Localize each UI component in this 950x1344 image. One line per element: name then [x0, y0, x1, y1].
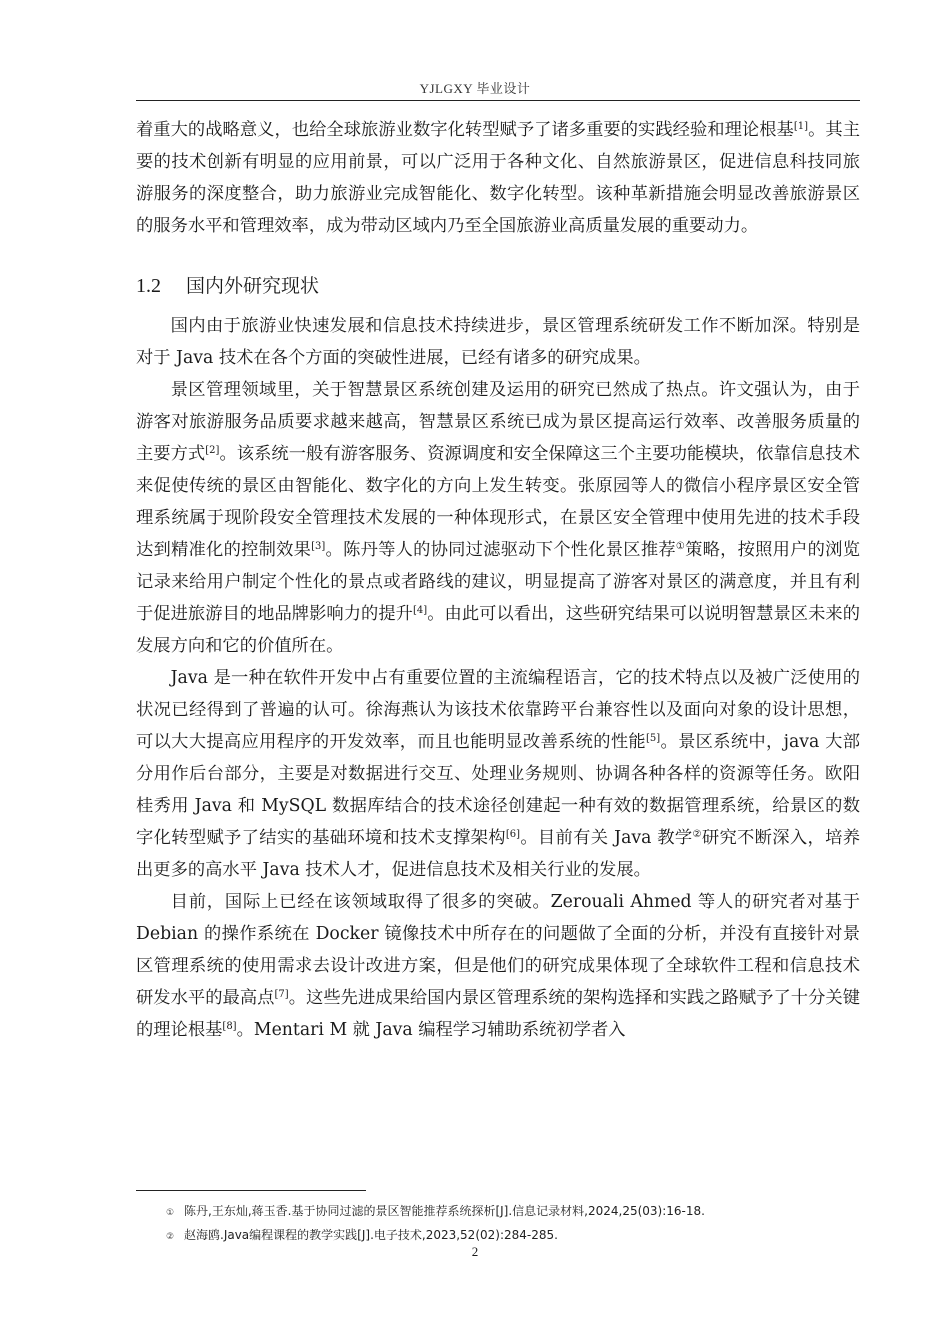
- footnote-mark: ①: [166, 1208, 175, 1218]
- citation-ref[interactable]: [5]: [646, 733, 661, 744]
- header-divider: [136, 100, 860, 101]
- paragraph-4-text: 。目前有关 Java 教学: [519, 828, 693, 848]
- paragraph-3-text: 。由此可以看出，这些研究结果可以说明智慧景区未来的发展方向和它的价值所在。: [136, 604, 860, 656]
- paragraph-3-text: 。该系统一般有游客服务、资源调度和安全保障这三个主要功能模块，依靠信息技术来促使传统的景区由智能化、数字化的方向上发生转变。张原园等人的微信小程序景区安全管理系统属于现阶段安全管理技术发展的一种体现形式，在景区安全管理中使用先进的技术手段达到精准化的控制效果: [136, 444, 860, 560]
- paragraph-3-text: 景区管理领域里，关于智慧景区系统创建及运用的研究已然成了热点。许文强认为，由于游客对旅游服务品质要求越来越高，智慧景区系统已成为景区提高运行效率、改善服务质量的主要方式: [136, 380, 860, 464]
- page-body: [136, 114, 860, 1046]
- paragraph-4-text: 研究不断深入，培养出更多的高水平 Java 技术人才，促进信息技术及相关行业的发展。: [136, 828, 860, 880]
- section-number: 1.2: [136, 275, 161, 297]
- footnote-divider: [136, 1190, 366, 1191]
- paragraph-1-text: 着重大的战略意义，也给全球旅游业数字化转型赋予了诸多重要的实践经验和理论根基: [136, 120, 794, 140]
- paragraph-3-text: 。陈丹等人的协同过滤驱动下个性化景区推荐: [325, 540, 676, 560]
- paragraph-4: [136, 662, 860, 886]
- page-number: 2: [471, 1244, 479, 1259]
- paragraph-2: 国内由于旅游业快速发展和信息技术持续进步，景区管理系统研发工作不断加深。特别是对于 Java 技术在各个方面的突破性进展，已经有诸多的研究成果。: [136, 316, 860, 368]
- paragraph-4-text: 。景区系统中，java 大部分用作后台部分，主要是对数据进行交互、处理业务规则、协调各种各样的资源等任务。欧阳桂秀用 Java 和 MySQL 数据库结合的技术途径创建起一种有效的数据管理系统，给景区的数字化转型赋予了结实的基础环境和技术支撑架构: [136, 732, 860, 848]
- page-header-title: YJLGXY 毕业设计: [419, 81, 531, 96]
- citation-ref[interactable]: [6]: [505, 829, 520, 840]
- paragraph-5-text: 目前，国际上已经在该领域取得了很多的突破。Zerouali Ahmed 等人的研究者对基于 Debian 的操作系统在 Docker 镜像技术中所存在的问题做了全面的分析，并没有直接针对景区管理系统的使用需求去设计改进方案，但是他们的研究成果体现了全球软件工程和信息技术研发水平的最高点: [136, 892, 860, 1008]
- citation-ref[interactable]: [7]: [274, 989, 289, 1000]
- footnote-text: 赵海鸥.Java编程课程的教学实践[J].电子技术,2023,52(02):284-285.: [184, 1228, 558, 1242]
- citation-ref[interactable]: [1]: [793, 121, 809, 132]
- paragraph-5: [136, 886, 860, 1046]
- citation-ref[interactable]: [2]: [205, 445, 220, 456]
- paragraph-5-text: 。Mentari M 就 Java 编程学习辅助系统初学者入: [236, 1020, 626, 1040]
- footnote-marker[interactable]: ②: [692, 829, 702, 840]
- paragraph-3-text: 策略，按照用户的浏览记录来给用户制定个性化的景点或者路线的建议，明显提高了游客对景区的满意度，并且有利于促进旅游目的地品牌影响力的提升: [136, 540, 860, 624]
- citation-ref[interactable]: [4]: [413, 605, 428, 616]
- footnote-mark: ②: [166, 1232, 175, 1242]
- section-title: 国内外研究现状: [186, 275, 320, 297]
- paragraph-1-text: 。其主要的技术创新有明显的应用前景，可以广泛用于各种文化、自然旅游景区，促进信息科技同旅游服务的深度整合，助力旅游业完成智能化、数字化转型。该种革新措施会明显改善旅游景区的服务水平和管理效率，成为带动区域内乃至全国旅游业高质量发展的重要动力。: [136, 120, 860, 236]
- section-heading: [136, 270, 860, 302]
- footnote-text: 陈丹,王东灿,蒋玉香.基于协同过滤的景区智能推荐系统探析[J].信息记录材料,2024,25(03):16-18.: [184, 1204, 705, 1218]
- citation-ref[interactable]: [8]: [222, 1021, 237, 1032]
- paragraph-1: [136, 114, 860, 242]
- paragraph-5-text: 。这些先进成果给国内景区管理系统的架构选择和实践之路赋予了十分关键的理论根基: [136, 988, 860, 1040]
- footnote-marker[interactable]: ①: [675, 541, 686, 552]
- citation-ref[interactable]: [3]: [311, 541, 326, 552]
- footnotes: [166, 1200, 866, 1248]
- paragraph-3: [136, 374, 860, 662]
- paragraph-4-text: Java 是一种在软件开发中占有重要位置的主流编程语言，它的技术特点以及被广泛使用的状况已经得到了普遍的认可。徐海燕认为该技术依靠跨平台兼容性以及面向对象的设计思想，可以大大提高应用程序的开发效率，而且也能明显改善系统的性能: [136, 668, 860, 752]
- footnote-item: [166, 1200, 866, 1224]
